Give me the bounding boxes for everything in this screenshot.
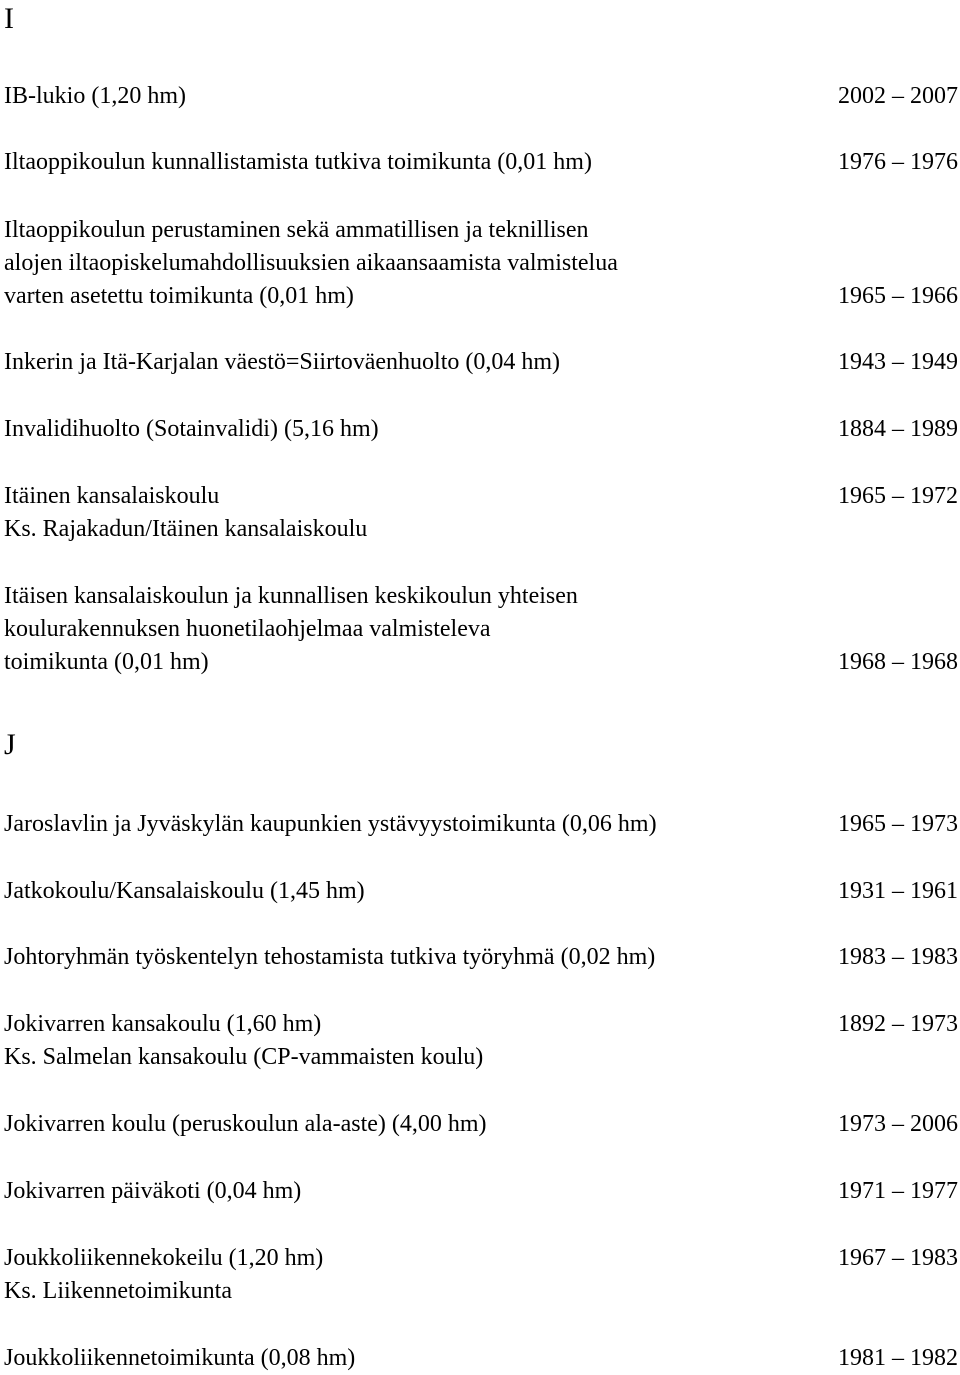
entry-title-line [4,247,958,280]
index-entry [4,1242,958,1308]
entry-years: 1892 – 1973 [838,1011,958,1037]
entry-years: 1965 – 1966 [838,283,958,309]
entry-title-line [4,1108,958,1141]
entry-years: 1983 – 1983 [838,944,958,970]
index-entry [4,413,958,446]
index-entry [4,346,958,379]
entry-title-line [4,808,958,841]
entry-title: Invalidihuolto (Sotainvalidi) (5,16 hm) [4,416,379,442]
entry-title: Inkerin ja Itä-Karjalan väestö=Siirtoväenhuolto (0,04 hm) [4,349,561,375]
entry-see-also [4,1041,958,1074]
entry-title-line [4,480,958,513]
entry-years: 1884 – 1989 [838,416,958,442]
entry-title-line [4,1342,958,1375]
entry-title-line [4,280,958,313]
entry-title: Joukkoliikennetoimikunta (0,08 hm) [4,1345,356,1371]
entry-title-line [4,413,958,446]
entry-years: 1965 – 1973 [838,811,958,837]
entry-years: 2002 – 2007 [838,83,958,109]
entry-title: IB-lukio (1,20 hm) [4,83,186,109]
entry-title: varten asetettu toimikunta (0,01 hm) [4,283,354,309]
index-entry [4,580,958,679]
entry-title-line [4,580,958,613]
index-entry [4,875,958,908]
entry-title: Iltaoppikoulun perustaminen sekä ammatillisen ja teknillisen [4,217,589,243]
entry-title: Jatkokoulu/Kansalaiskoulu (1,45 hm) [4,878,365,904]
see-also-reference: Ks. Liikennetoimikunta [4,1278,232,1304]
entry-title-line [4,1175,958,1208]
entry-title: koulurakennuksen huonetilaohjelmaa valmisteleva [4,616,491,642]
entry-years: 1976 – 1976 [838,149,958,175]
entry-title-line [4,346,958,379]
entry-years: 1967 – 1983 [838,1245,958,1271]
index-entry [4,808,958,841]
entry-title: Joukkoliikennekokeilu (1,20 hm) [4,1245,324,1271]
entry-title: Itäinen kansalaiskoulu [4,483,220,509]
index-entry [4,480,958,546]
index-entry [4,80,958,113]
entry-title-line [4,646,958,679]
section-letter-i: I [4,2,14,35]
entry-title-line [4,1008,958,1041]
entry-title: Iltaoppikoulun kunnallistamista tutkiva toimikunta (0,01 hm) [4,149,592,175]
see-also-reference: Ks. Rajakadun/Itäinen kansalaiskoulu [4,516,368,542]
entry-years: 1971 – 1977 [838,1178,958,1204]
index-entry [4,1008,958,1074]
entry-title-line [4,214,958,247]
entry-title-line [4,875,958,908]
entry-title-line [4,146,958,179]
entry-title: Jokivarren kansakoulu (1,60 hm) [4,1011,322,1037]
index-entry [4,1342,958,1375]
entry-years: 1931 – 1961 [838,878,958,904]
entry-title-line [4,613,958,646]
entry-title-line [4,80,958,113]
entry-title-line [4,941,958,974]
entry-title: alojen iltaopiskelumahdollisuuksien aikaansaamista valmistelua [4,250,618,276]
index-entry [4,941,958,974]
index-entry [4,146,958,179]
entry-years: 1981 – 1982 [838,1345,958,1371]
entry-years: 1943 – 1949 [838,349,958,375]
entry-years: 1965 – 1972 [838,483,958,509]
see-also-reference: Ks. Salmelan kansakoulu (CP-vammaisten koulu) [4,1044,484,1070]
entry-see-also [4,1275,958,1308]
entry-title: Itäisen kansalaiskoulun ja kunnallisen keskikoulun yhteisen [4,583,578,609]
entry-title: toimikunta (0,01 hm) [4,649,209,675]
entry-title: Johtoryhmän työskentelyn tehostamista tutkiva työryhmä (0,02 hm) [4,944,656,970]
entry-title-line [4,1242,958,1275]
entry-years: 1968 – 1968 [838,649,958,675]
entry-title: Jokivarren koulu (peruskoulun ala-aste) (4,00 hm) [4,1111,487,1137]
index-entry [4,1175,958,1208]
entry-years: 1973 – 2006 [838,1111,958,1137]
index-entry [4,1108,958,1141]
section-letter-j: J [4,728,16,761]
index-entry [4,214,958,313]
entry-title: Jokivarren päiväkoti (0,04 hm) [4,1178,302,1204]
entry-see-also [4,513,958,546]
entry-title: Jaroslavlin ja Jyväskylän kaupunkien ystävyystoimikunta (0,06 hm) [4,811,657,837]
